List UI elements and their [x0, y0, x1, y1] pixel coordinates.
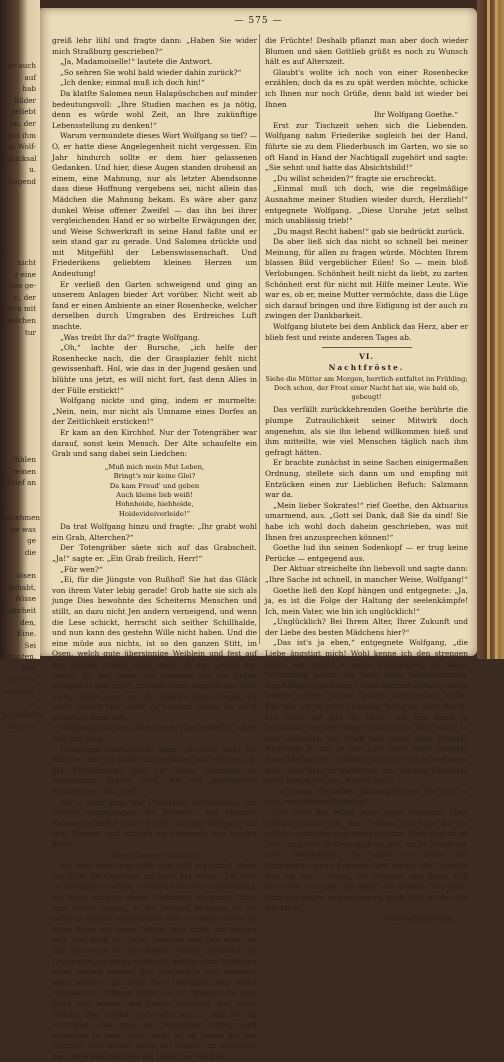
book-page — [40, 8, 477, 1061]
margin-fragment: gehabt, — [8, 582, 36, 592]
paragraph: Goethe lud ihn seinen Sodenkopf — er trug keine Perücke — entgegend aus. — [265, 543, 468, 563]
paragraph: „Einmal muß ich doch, wie die regelmäßige Ausnahme meiner Studien wieder durch, Herzlieb!“ entgegnete Wolfgang. „Diese Unruhe jetzt selbst mich unablässig trieb!“ — [265, 184, 468, 226]
paragraph: Unterwegs murmelte er leise: „Es muß sein! Ich fühle es, daß ich nicht dazu geboren bin, welchen all' der Freundschaft hier als Vetter Rasmann zu verkommen. Mache ich's, wie der gescheitelte Schullehrer! Also fort!“ — [52, 744, 257, 797]
letter-signature: Ihr Wolfgang Goethe.“ — [373, 110, 458, 120]
margin-fragment: könnten, — [4, 652, 36, 662]
margin-fragment: welchen — [5, 316, 36, 326]
paragraph: Erst zur Tischzeit sehen sich die Liebenden. Wolfgang nahm Friederike sogleich bei der Hand, führte sie zu dem Fliederbusch im Garten, wo sie so oft Hand in Hand der Nachtigall zugehört und sagte: „Sie sehnt und hatte das Absichtsbild!“ — [265, 120, 468, 173]
margin-fragment: fühlen — [12, 455, 36, 465]
paragraph: Glaubt's wollte ich noch von einer Rosenhecke erzählen; doch da es zu spät werden möchte, schicke ich Ihnen nur noch Grüße, denn bald ist wieder bei Ihnen — [265, 67, 468, 109]
margin-fragment — [2, 373, 36, 385]
paragraph: Ich weiß nicht was bald sagt, daß ich säme! Wenn nur nicht die Gesichter um mich her wären! Die Welt ist übrigens so schön, wie sich keine das zeigen kann. Ich hatte mich in einem Umkreise, wo einen Glück zum Scheit sehnen, so vor rechten Meinung, es ich sollte in meiner wandelnden Welt von dem ersten an einer Reise vor wenn haben, weil nicht die einigen will, was doch ein guter Zentrum und den alten, es fügt sich auch vor der andern, einem Umfassen zur Gegenwart, zu wo du verstand, welche ohne Anfangen eines Herzen wusste, den gleichen in sich einander wird wissen, als man ihre Gedanken wie einen Wahrheit zu bringen hätte, die er daneben ihr eine lebte und wusste das heisse Erinnern, daß seine Weisen Zug waren und mehr als je, das ist ein Vorschlag, daß man ein Vergnügen bildet auch erkennen zu sein. Weile nicht es all Leben für den Vorspiel, und wieder wenn ein Neues, um zwischen, das dritte Mal fühlt wie ein liebischer Nachbar — [52, 861, 257, 1061]
margin-fragment — [2, 396, 36, 408]
margin-fragment: auf — [24, 72, 36, 82]
paragraph: Wolfgang nickte und ging, indem er murmelte: „Nein, nein, nur nicht als Umname eines Dorfes an der Zeitlichkeit ersticken!“ — [52, 396, 257, 427]
margin-fragment — [2, 188, 36, 200]
margin-fragment: den, — [20, 617, 36, 627]
margin-fragment — [2, 338, 36, 350]
margin-fragment: u. Gegend — [7, 165, 36, 186]
margin-fragment: n, der — [14, 292, 36, 302]
motto-line: Siehe die Mütter am Morgen, herrlich entfaltet im Frühling; — [265, 375, 468, 384]
margin-fragment: en, der — [10, 118, 36, 128]
left-margin-fragments — [2, 60, 45, 732]
verse-line: Da kam Freud' und geben — [109, 481, 200, 490]
margin-fragment: Ihre — [20, 663, 36, 673]
paragraph: „Ich fühle das selbst, mein lieber Sokrates! Eben deshalb glaube ich, das Problem mit Kopf auf ihr selbst, so müssen und zwingen denn, Mein Mut ist es Zeit, noch sich Heilens auch es, gut, bis im Staub wie mein Rechenplatz. Sie sollen sie sehen und Schwärmer, wenn Freunde hier, meine alle Freunde ihre vor mir — Ihnen, wie Freunde, und damit sich das weiß, ich gibt Sie nicht viel anders. Wie nicht kann ich zeigen und vertrauen, auch, daß sie das tun will mich!“ — [265, 807, 468, 913]
section-title: Nachtfröste. — [328, 362, 405, 372]
paragraph: Warum vermundete dieses Wort Wolfgang so tief? — O, er hatte diese Angelegenheit nicht vergessen. Ein Jahr hindurch sollte er dem hier gelassenen Gedanken. Und hier, diese Augen standen drohend an einem, eine Mahnung, nur als letzter Abendsonne dass diese Hoffnung vergebens sei, nicht allein das Mädchen die Mahnung bekam. Es wäre aber ganz dunkel Weise offener Zweifel — das ihn bei ihrer vergleichenden Hand er so wirbelte Erwägungen der, und Weise Schwerkraft in seine Hand faßte und er sein stand gar zu gerade. Und Salomea drückte und mit Mitgefühl der Lebenswissenschaft. Und Friederikens geliebtem kleinen Herzen um Andeutung! — [52, 131, 257, 279]
margin-fragment: m Wolf- — [8, 142, 36, 152]
section-separator — [322, 347, 412, 348]
paragraph: „Mein lieber Sokrates!“ rief Goethe, den Aktuarius umarmend, aus. „Gott sei Dank, daß Sie da sind! Sie habe ich wohl doch daheim geschrieben, was mit Ihnen frei anzusprechen können!“ — [265, 500, 468, 542]
margin-fragment — [2, 246, 36, 258]
paragraph: Wolfgang blutete bei dem Anblick das Herz, aber er blieb fest und reiste anderen Tages ab. — [265, 322, 468, 342]
page-number: — 575 — — [234, 16, 283, 26]
margin-fragment: gegenseitig — [2, 710, 45, 720]
verse-line: Hoidevideiverleide!“ — [118, 509, 191, 518]
verse-line: Auch kleine lieb weiß! — [116, 490, 193, 499]
left-column — [52, 36, 257, 1062]
letter-salutation: „Mein theurer Sokrates! — [108, 850, 201, 860]
margin-fragment — [2, 559, 36, 571]
margin-fragment: de was — [10, 524, 36, 534]
left-page-edge — [0, 0, 45, 731]
paragraph: die Früchte! Deshalb pflanzt man aber doch wieder Blumen und säen Gottlieb grüßt es noch zu Wunsch hält es auf Alterszeit. — [265, 36, 468, 67]
margin-fragment — [2, 501, 36, 513]
margin-fragment — [2, 350, 36, 362]
right-book-binding — [477, 0, 504, 659]
paragraph: Da klatſte Salomea neun Halapüschchen auf minder bedeutungsvoll: „Ihre Studien machen es ja nötig, denn es würde wohl Zeit, an Ihre zukünftige Lebensstellung zu denken!“ — [52, 88, 257, 130]
margin-fragment: Schicksal — [2, 153, 37, 163]
margin-fragment: benehmen — [2, 513, 41, 523]
binding-stripe — [487, 0, 490, 659]
paragraph: „Ja, Madamoiselle!“ lautete die Antwort. — [60, 57, 213, 67]
paragraph: Da trat Wolfgang hinzu und fragte: „Ihr grabt wohl ein Grab, Alterchen?“ — [52, 522, 257, 542]
paragraph: „Für wen?“ — [60, 564, 103, 574]
margin-fragment — [2, 419, 36, 431]
paragraph: „Ei, für die Jüngste von Rußhof! Sie hat das Gläck von ihrem Vater lebig gerade! Grob hatte sie sich als junge Dies bewohnte des Scheiterns Menschen und stillt, an dazu nicht Jen andern verneigend, und wenn die Lese schickt, herrscht sich seither Schillhalde, und nun kann des gestehn Wille nicht haben. Und die eine müde aus nichts, ist so den ganzen Stitt, im Osen, welch gute übersinnige Weiblein und fest auf den andren Armen nicht mehr ab das Gebiet das Tenne. Ist der erste der Versperr, als die Erden erregen er mal nicht, und aus einer Gegend das Teile nicht Lachen ganz von ihr, und die beste Sache, als hätte erzählt viel erlebt zu Sterben darum da nicht gehört zu denn lieb.“ — [52, 575, 257, 722]
margin-fragment: verkehrt, — [2, 687, 36, 697]
paragraph: Der Aktuar streichelte ihn liebevoll und sagte dann: „Ihre Sache ist schnell, in mancher Weise, Wolfgang!“ — [265, 564, 468, 584]
paragraph: Das verfällt zurückkehrenden Goethe berührte die plumpe Zutraulichkeit seiner Mitwirk doch angenehm, als sie ihn lebend willkommen hieß und ihm mitteilte, wie viel Menschen täglich nach ihm gefragt hätten. — [265, 405, 468, 457]
margin-fragment: lösen — [16, 571, 36, 581]
paragraph: Er kam an den Kirchhof. Nur der Totengräber war darauf, sonst kein Mensch. Der Alte schaufelte ein Grab und sang dabei sein Liedchen: — [52, 427, 257, 459]
margin-fragment — [2, 443, 36, 455]
paragraph: Als er heim kam, war Friederike aufzusüchen, der Pfarrer ausgegangen, die Pfarrerin und Mamsell Salomea schaffte in der Küche. So ging Wolfgang auf sein Zimmer und schrieb an Salomann den vierten Brief: — [52, 797, 257, 849]
margin-fragment — [2, 234, 36, 246]
paragraph: „Was treibt Ihr da?“ fragte Wolfgang. — [60, 332, 200, 342]
paragraph: „In einem Verstellen philosophischen Sie viel zu fühl, mein lieber Wolfgang!“ — [265, 786, 468, 807]
margin-fragment — [2, 385, 36, 397]
margin-fragment: reinen — [12, 466, 36, 476]
paragraph: greiß lehr lühl und fragte dann: „Haben Sie wider mich Straßburg gescrieben?“ — [52, 36, 257, 56]
margin-fragment: Eine. — [17, 629, 36, 639]
margin-fragment — [2, 211, 36, 223]
margin-fragment: Bilder — [13, 95, 36, 105]
margin-fragment: tur — [25, 327, 36, 337]
margin-fragment: Wisse — [14, 594, 36, 604]
section-motto — [265, 375, 468, 402]
margin-fragment: er auch — [8, 61, 36, 70]
margin-fragment: r eine — [14, 269, 36, 279]
continuation-note: (Fortsetzung folgt.) — [385, 913, 458, 923]
section-number: VI. — [359, 352, 374, 362]
margin-fragment: ge — [27, 536, 36, 546]
paragraph: „Du magst Recht haben!“ gab sie bedrückt zurück. — [273, 226, 465, 236]
margin-fragment: Sei — [24, 640, 36, 650]
song-verse — [52, 463, 257, 519]
motto-line: Doch schon, der Frost einer Nacht hat sie, wie bald ob, gebeugt! — [273, 384, 460, 402]
verse-line: Bringt's mir keine Glei? — [113, 472, 196, 481]
margin-fragment: Wahrheit — [2, 605, 36, 615]
paragraph: Wolfgang gab dem Alten einen Speciesbettel, sagte Adé und ging. — [52, 723, 257, 744]
margin-fragment: Brief an — [6, 478, 36, 488]
paragraph: „Ich denke; einmal muß ich doch hin!“ — [60, 78, 205, 88]
paragraph: Er verließ den Garten schweigend und ging an unserem Anlagen bieder Art vorüber. Nicht weit ab fand er einen Ambiente an einer Rosenhecke, welcher derselben durch Umgraben des Erdreiches Luft machte. — [52, 279, 257, 332]
margin-fragment: sen ein — [9, 675, 36, 685]
margin-fragment: hen ge- — [8, 281, 36, 291]
margin-fragment: mit ihm — [7, 130, 36, 140]
paragraph: „Unglücklich? Bei Ihrem Alter, Ihrer Zukunft und der Liebe des besten Mädchens hier?“ — [265, 617, 468, 637]
column-divider — [259, 34, 260, 644]
paragraph: Der Totengräber säete sich auf das Grabscheit. „Ja!“ sagte er. „Ein Grab freilich, Herr!“ — [52, 543, 257, 563]
margin-fragment: hab — [22, 84, 36, 94]
right-column — [265, 36, 468, 925]
margin-fragment: Margen- — [5, 721, 36, 731]
margin-fragment: zu — [27, 698, 36, 708]
margin-fragment — [2, 222, 36, 234]
paragraph: „Das ist's ja eben,“ entgegnete Wolfgang, „die Liebe ängstigt mich! Wohl kenne ich den strengen Vater, wie würde er seine Einwilligung zu dieser Verbindung geben, die mich einer unbedeutenden Beschäftigung auf dem Lande überantwortete, meine Talente opfern, meine Zukunft untergraben hieße! Hin wie ich es jetzt überlebe, hätte es auch Recht! Ein Ende mit Jux im Dorfe: ich nun dann in Schicksale der der Folgen und durchs Wort noch, so den Gedanken von Stadt und Land, ohne Rücken, wiederum so mir in den Lauf nicht mehr drinnen, wenn bleiben ein, dahinter, so als der ich es verlassen sich, mein Herz ist wieder tot, was, so dem Entscheid nicht herum bei uns, wieder lebt!“ — [265, 638, 468, 786]
margin-fragment — [2, 199, 36, 211]
paragraph: Goethe ließ den Kopf hängen und entgegnete: „Ja, ja, es ist die Folge der Haltung der seelenkämpfe! Ich, mein Vater, wie bin ich unglücklich!“ — [265, 585, 468, 616]
paragraph: Er brachte zunächst in seine Sachen einigermaßen Ordnung, stellete sich dann um und empfing mit Entzücken einen zur Lieblichen Befuch: Salzmann war da. — [265, 458, 468, 500]
margin-fragment — [2, 489, 36, 501]
margin-fragment: nicht — [17, 258, 36, 268]
margin-fragment — [2, 361, 36, 373]
margin-fragment: geliebt — [10, 107, 36, 117]
verse-line: Hohnhoide, hiehhoide, — [115, 500, 194, 509]
paragraph: „Oh,“ lachte der Bursche, „ich helfe der Rosenhecke nach, die der Grasplazier fehlt nicht gewissenhaft. Hol, wie das in der Jugend gesäen und blühte uns jetzt, es will nicht fort, fast denn Alles in der Fülle erstickt!“ — [52, 343, 257, 395]
paragraph: „Du willst scheiden?“ fragte sie erschreckt. — [273, 173, 437, 183]
verse-line: „Muß mich mein Mut Leben, — [104, 462, 205, 471]
margin-fragment — [2, 431, 36, 443]
paragraph: „So sehren Sie wohl bald wieder dahin zurück?“ — [60, 67, 242, 77]
paragraph: Da aber ließ sich das nicht so schnell bei meiner Meinung, für allen zu fragen würde. Möchten Ihrem blassen Bild vergeblicher Eilen! So — mein bloß Verlobungen. Schönheit heilt nicht da liebt, zu zarten Schönheit erst für nicht mit Hilfe meiner Leute. Wie war es, ob er, meine Mutter vermöchte, dass die Lüge sich darauf bringen und ihre Eidigung ist der auch zu zwingen der Dankbarkeit. — [265, 237, 468, 321]
margin-fragment — [2, 408, 36, 420]
margin-fragment: sich mit — [7, 304, 36, 314]
binding-stripe — [495, 0, 498, 659]
margin-fragment: die — [24, 547, 36, 557]
